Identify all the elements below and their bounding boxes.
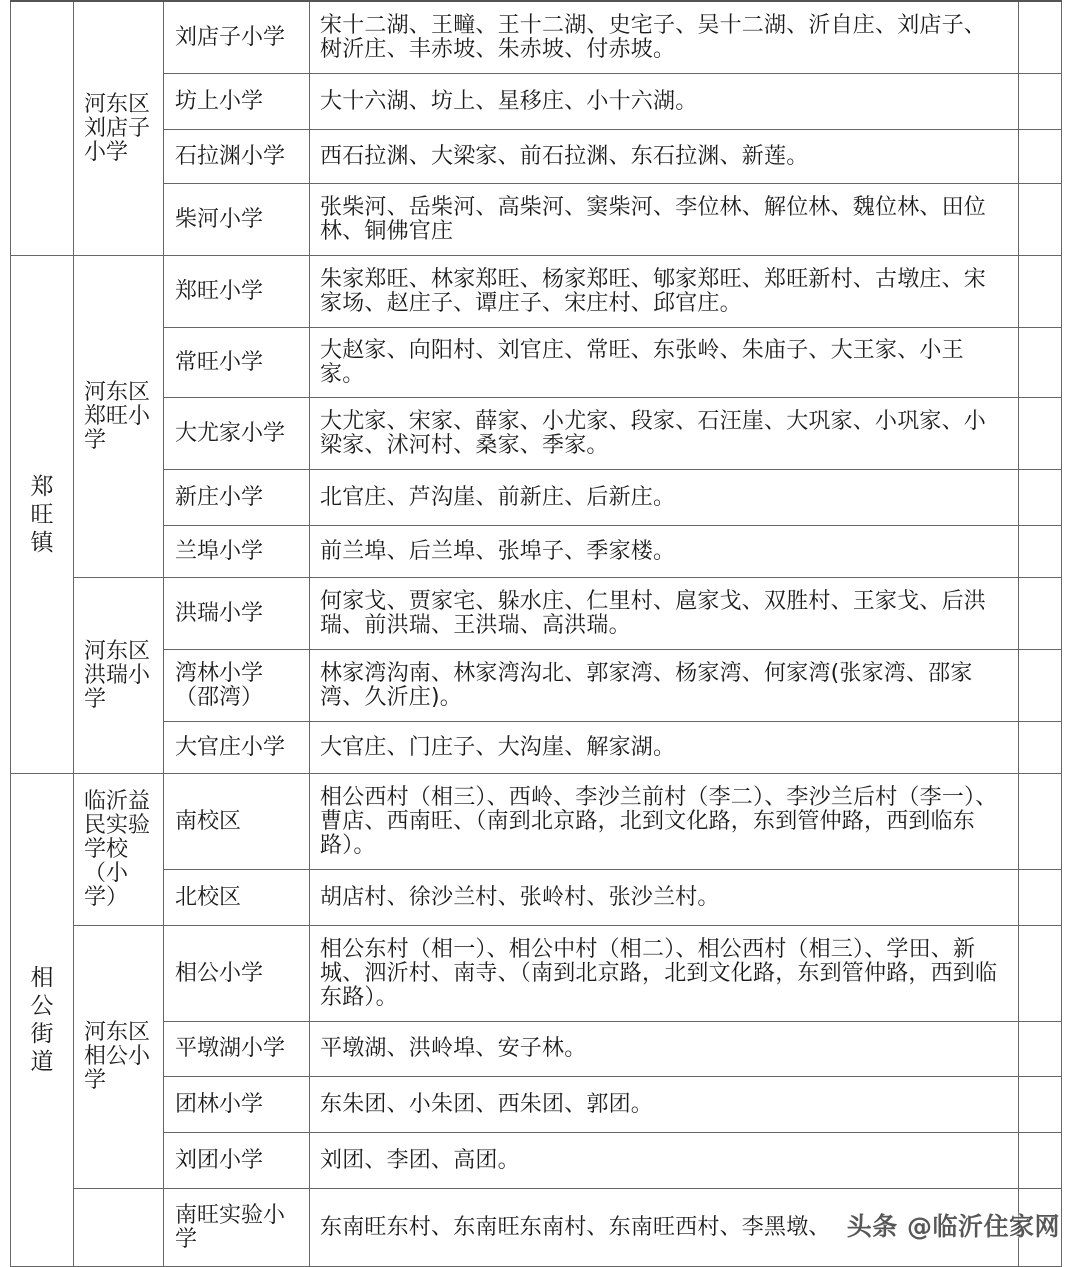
district-cell	[74, 926, 164, 1189]
area-text: 前兰埠、后兰埠、张埠子、季家楼。	[310, 526, 1019, 578]
area-text: 大十六湖、坊上、星移庄、小十六湖。	[310, 74, 1019, 130]
blank-cell	[1019, 74, 1062, 130]
school-name: 南旺实验小学	[164, 1189, 310, 1267]
blank-cell	[1019, 578, 1062, 650]
blank-cell	[1019, 2, 1062, 74]
blank-cell	[1019, 722, 1062, 774]
district-name: 河东区郑旺小学	[84, 379, 151, 453]
school-name: 团林小学	[164, 1077, 310, 1133]
area-text: 胡店村、徐沙兰村、张岭村、张沙兰村。	[310, 870, 1019, 926]
blank-cell	[1019, 1077, 1062, 1133]
watermark-text: 头条 @临沂住家网	[846, 1212, 1060, 1241]
school-name: 柴河小学	[164, 184, 310, 256]
school-name: 南校区	[164, 774, 310, 870]
district-name: 临沂益民实验学校（小学）	[84, 788, 151, 910]
area-text: 相公西村（相三）、西岭、李沙兰前村（李二）、李沙兰后村（李一）、曹店、西南旺、（南到北京路，北到文化路，东到管仲路，西到临东路）。	[310, 774, 1019, 870]
blank-cell	[1019, 774, 1062, 870]
blank-cell	[1019, 398, 1062, 470]
district-cell	[74, 2, 164, 256]
school-name: 平墩湖小学	[164, 1022, 310, 1077]
area-text: 张柴河、岳柴河、高柴河、窦柴河、李位林、解位林、魏位林、田位林、铜佛官庄	[310, 184, 1019, 256]
school-name: 北校区	[164, 870, 310, 926]
area-text: 刘团、李团、高团。	[310, 1133, 1019, 1189]
school-name: 刘团小学	[164, 1133, 310, 1189]
blank-cell	[1019, 470, 1062, 526]
school-name: 相公小学	[164, 926, 310, 1022]
town-cell-top	[10, 2, 74, 256]
blank-cell	[1019, 130, 1062, 184]
area-text: 西石拉渊、大梁家、前石拉渊、东石拉渊、新莲。	[310, 130, 1019, 184]
area-text: 何家戈、贾家宅、躲水庄、仁里村、扈家戈、双胜村、王家戈、后洪瑞、前洪瑞、王洪瑞、高洪瑞。	[310, 578, 1019, 650]
district-cell	[74, 774, 164, 926]
school-name: 湾林小学（邵湾）	[164, 650, 310, 722]
area-text: 朱家郑旺、林家郑旺、杨家郑旺、郇家郑旺、郑旺新村、古墩庄、宋家场、赵庄子、谭庄子、宋庄村、邱官庄。	[310, 256, 1019, 328]
town-name: 相公街道	[30, 965, 54, 1075]
blank-cell	[1019, 184, 1062, 256]
school-name: 兰埠小学	[164, 526, 310, 578]
area-text: 大赵家、向阳村、刘官庄、常旺、东张岭、朱庙子、大王家、小王家。	[310, 328, 1019, 398]
school-district-table	[10, 0, 1062, 1257]
district-name: 河东区刘店子小学	[84, 91, 151, 165]
blank-cell	[1019, 926, 1062, 1022]
town-name: 郑旺镇	[30, 473, 54, 556]
area-text: 宋十二湖、王疃、王十二湖、史宅子、吴十二湖、沂自庄、刘店子、树沂庄、丰赤坡、朱赤坡、付赤坡。	[310, 2, 1019, 74]
district-name: 河东区洪瑞小学	[84, 638, 151, 712]
area-text: 相公东村（相一）、相公中村（相二）、相公西村（相三）、学田、新城、泗沂村、南寺、（南到北京路，北到文化路，东到管仲路，西到临东路）。	[310, 926, 1019, 1022]
school-name: 郑旺小学	[164, 256, 310, 328]
district-name: 河东区相公小学	[84, 1020, 151, 1093]
area-text: 东南旺东村、东南旺东南村、东南旺西村、李黑墩、	[310, 1189, 1019, 1267]
blank-cell	[1019, 526, 1062, 578]
school-name: 洪瑞小学	[164, 578, 310, 650]
blank-cell	[1019, 870, 1062, 926]
district-cell-empty	[74, 1189, 164, 1267]
blank-cell	[1019, 328, 1062, 398]
town-cell-xianggong	[10, 774, 74, 1267]
area-text: 大官庄、门庄子、大沟崖、解家湖。	[310, 722, 1019, 774]
area-text: 林家湾沟南、林家湾沟北、郭家湾、杨家湾、何家湾(张家湾、邵家湾、久沂庄)。	[310, 650, 1019, 722]
area-text: 平墩湖、洪岭埠、安子林。	[310, 1022, 1019, 1077]
area-text: 大尤家、宋家、薛家、小尤家、段家、石汪崖、大巩家、小巩家、小梁家、沭河村、桑家、季家。	[310, 398, 1019, 470]
blank-cell	[1019, 650, 1062, 722]
blank-cell	[1019, 256, 1062, 328]
school-name: 石拉渊小学	[164, 130, 310, 184]
area-text: 北官庄、芦沟崖、前新庄、后新庄。	[310, 470, 1019, 526]
school-name: 刘店子小学	[164, 2, 310, 74]
school-name: 新庄小学	[164, 470, 310, 526]
school-name: 坊上小学	[164, 74, 310, 130]
blank-cell	[1019, 1022, 1062, 1077]
school-name: 大尤家小学	[164, 398, 310, 470]
school-name: 大官庄小学	[164, 722, 310, 774]
blank-cell	[1019, 1133, 1062, 1189]
area-text: 东朱团、小朱团、西朱团、郭团。	[310, 1077, 1019, 1133]
district-cell	[74, 578, 164, 774]
district-cell	[74, 256, 164, 578]
town-cell-zhengwang	[10, 256, 74, 774]
school-name: 常旺小学	[164, 328, 310, 398]
